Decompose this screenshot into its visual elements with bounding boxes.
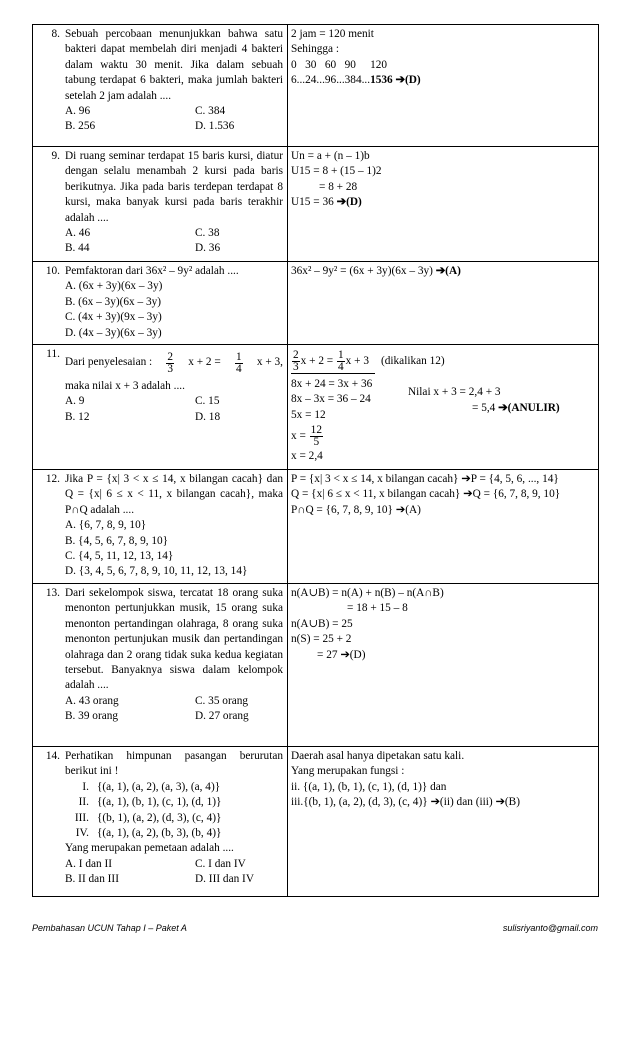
question-number: 9. <box>51 150 60 162</box>
set-label: I. <box>82 780 89 793</box>
answer-cell <box>288 746 599 896</box>
option-b: B. 256 <box>65 120 96 133</box>
set-value: {(a, 1), (b, 1), (c, 1), (d, 1)} <box>97 796 222 809</box>
option-d: D. (4x – 3y)(6x – 3y) <box>65 326 162 339</box>
set-value: {(b, 1), (a, 2), (d, 3), (c, 4)} <box>97 811 222 824</box>
set-label: III. <box>74 811 89 824</box>
question-number: 12. <box>45 473 60 486</box>
answer-line <box>291 347 594 377</box>
answer-result: 1536 <box>370 74 396 87</box>
question-text: Dari sekelompok siswa, tercatat 18 orang suka menonton pertunjukkan musik, 15 orang suka menonton pertandingan olahraga, 8 orang suka menonton pertunjukan musik dan pertandingan olahraga dan 2 orang tidak suka kedua kegiatan tersebut. Banyaknya siswa dalam kelompok adalah .... <box>65 586 283 692</box>
answer-cell <box>288 345 599 470</box>
question-number: 14. <box>45 749 60 762</box>
answer-line: Q = {x| 6 ≤ x < 11, x bilangan cacah} ➔Q = {6, 7, 8, 9, 10} <box>291 488 561 501</box>
footer-title: Pembahasan UCUN Tahap I – Paket A <box>32 923 187 933</box>
answer-line: n(A∪B) = n(A) + n(B) – n(A∩B) <box>291 586 444 599</box>
option-d: D. 27 orang <box>195 710 249 723</box>
options <box>65 857 283 888</box>
answer-cell <box>288 147 599 262</box>
option-b: B. {4, 5, 6, 7, 8, 9, 10} <box>65 534 169 547</box>
solution-table <box>32 24 599 897</box>
question-row-8 <box>33 25 599 147</box>
options <box>65 694 283 725</box>
answer-key: ➔(ANULIR) <box>498 402 560 415</box>
numerator: 1 <box>338 349 344 362</box>
option-a: A. 43 orang <box>65 694 119 707</box>
fraction <box>337 350 345 373</box>
answer-line: U15 = 8 + (15 – 1)2 <box>291 165 382 178</box>
answer-key: ➔(D) <box>395 74 421 87</box>
fraction <box>235 352 243 375</box>
answer-line: 6...24...96...384... <box>291 74 371 87</box>
option-d: D. 1.536 <box>195 120 235 133</box>
answer-line: iii.{(b, 1), (a, 2), (d, 3), (c, 4)} ➔(ii) dan (iii) ➔(B) <box>291 796 520 809</box>
options <box>65 226 283 257</box>
answer-line: U15 = 36 <box>291 196 337 209</box>
question-row-10 <box>33 262 599 345</box>
answer-line: P∩Q = {6, 7, 8, 9, 10} ➔(A) <box>291 503 421 516</box>
question-row-12 <box>33 470 599 584</box>
denominator: 3 <box>167 362 174 375</box>
set-value: {(a, 1), (a, 2), (a, 3), (a, 4)} <box>97 780 221 793</box>
set-label: IV. <box>75 826 89 839</box>
numerator: 2 <box>293 349 299 362</box>
option-a: A. I dan II <box>65 857 113 870</box>
numerator: 1 <box>235 350 242 363</box>
question-text-part: Dari penyelesaian : <box>65 356 153 369</box>
nilai-line <box>472 401 560 416</box>
answer-line: Sehingga : <box>291 43 340 56</box>
option-d: D. {3, 4, 5, 6, 7, 8, 9, 10, 11, 12, 13, 14} <box>65 565 248 578</box>
option-b: B. 39 orang <box>65 710 119 723</box>
option-b: B. 44 <box>65 242 90 255</box>
question-cell <box>33 147 288 262</box>
answer-part: x + 2 = <box>300 354 334 367</box>
question-text <box>65 347 283 379</box>
answer-line: n(A∪B) = 25 <box>291 617 353 630</box>
answer-line: 8x + 24 = 3x + 36 <box>291 378 373 391</box>
answer-line: 0 30 60 90 120 <box>291 58 388 71</box>
options <box>65 104 283 135</box>
answer-line: Un = a + (n – 1)b <box>291 150 370 162</box>
nilai-line: Nilai x + 3 = 2,4 + 3 <box>408 386 501 399</box>
answer-note: (dikalikan 12) <box>380 355 445 368</box>
option-c: C. 35 orang <box>195 694 249 707</box>
answer-line: 2 jam = 120 menit <box>291 28 374 40</box>
question-text-part: x + 3, <box>256 356 283 369</box>
page-footer <box>32 923 598 933</box>
set-label: II. <box>78 796 89 809</box>
option-c: C. 384 <box>195 105 226 118</box>
question-text: Yang merupakan pemetaan adalah .... <box>65 842 234 855</box>
numerator: 2 <box>167 350 174 363</box>
option-d: D. III dan IV <box>195 873 254 886</box>
question-number: 11. <box>46 348 60 361</box>
option-c: C. 15 <box>195 395 220 408</box>
question-text: Jika P = {x| 3 < x ≤ 14, x bilangan cacah} dan Q = {x| 6 ≤ x < 11, x bilangan cacah}, maka P∩Q adalah .... <box>65 473 283 516</box>
answer-part: x + 3 <box>345 354 369 367</box>
question-number: 13. <box>45 586 60 599</box>
question-row-13 <box>33 583 599 746</box>
footer-email: sulisriyanto@gmail.com <box>502 923 598 933</box>
option-c: C. 38 <box>195 227 220 240</box>
option-b: B. II dan III <box>65 873 119 886</box>
question-cell <box>33 583 288 746</box>
option-a: A. (6x + 3y)(6x – 3y) <box>65 280 163 293</box>
option-d: D. 18 <box>195 410 221 423</box>
answer-line: P = {x| 3 < x ≤ 14, x bilangan cacah} ➔P = {4, 5, 6, ..., 14} <box>291 473 559 486</box>
denominator: 3 <box>293 361 299 374</box>
denominator: 4 <box>338 361 344 374</box>
option-b: B. 12 <box>65 410 90 423</box>
answer-line: x = 2,4 <box>291 450 323 463</box>
question-cell <box>33 262 288 345</box>
question-row-9 <box>33 147 599 262</box>
question-row-11 <box>33 345 599 470</box>
answer-line: n(S) = 25 + 2 <box>291 633 352 646</box>
option-a: A. {6, 7, 8, 9, 10} <box>65 519 147 532</box>
question-text: maka nilai x + 3 adalah .... <box>65 380 185 393</box>
option-c: C. {4, 5, 11, 12, 13, 14} <box>65 550 174 563</box>
answer-line: ii. {(a, 1), (b, 1), (c, 1), (d, 1)} dan <box>291 780 447 793</box>
answer-line: = 18 + 15 – 8 <box>347 602 408 615</box>
denominator: 5 <box>313 435 320 448</box>
question-text: Perhatikan himpunan pasangan berurutan berikut ini ! <box>65 749 283 778</box>
question-cell <box>33 25 288 147</box>
answer-part: x = <box>291 429 306 442</box>
option-d: D. 36 <box>195 242 221 255</box>
answer-line: 8x – 3x = 36 – 24 <box>291 393 371 406</box>
question-number: 10. <box>45 265 60 277</box>
denominator: 4 <box>235 362 242 375</box>
option-a: A. 46 <box>65 227 91 240</box>
answer-cell <box>288 583 599 746</box>
set-list <box>65 780 283 842</box>
answer-line: 36x² – 9y² = (6x + 3y)(6x – 3y) <box>291 265 436 277</box>
answer-cell <box>288 25 599 147</box>
answer-line: Daerah asal hanya dipetakan satu kali. <box>291 749 465 762</box>
option-c: C. I dan IV <box>195 857 246 870</box>
question-number: 8. <box>51 28 60 40</box>
answer-line <box>291 423 594 449</box>
question-cell <box>33 470 288 584</box>
option-a: A. 9 <box>65 395 85 408</box>
question-text: Sebuah percobaan menunjukkan bahwa satu bakteri dapat membelah diri menjadi 4 bakteri dalam waktu 30 menit. Jika dalam sebuah tabung terdapat 6 bakteri, maka jumlah bakteri setelah 2 jam adalah .... <box>65 28 283 102</box>
answer-line: Yang merupakan fungsi : <box>291 765 405 778</box>
question-text: Pemfaktoran dari 36x² – 9y² adalah .... <box>65 265 239 277</box>
question-cell <box>33 345 288 470</box>
nilai-value: = 5,4 <box>472 402 499 415</box>
fraction <box>310 425 323 448</box>
question-row-14 <box>33 746 599 896</box>
answer-line: 5x = 12 <box>291 408 326 421</box>
question-cell <box>33 746 288 896</box>
option-c: C. (4x + 3y)(9x – 3y) <box>65 311 162 324</box>
fraction <box>292 350 300 373</box>
answer-key: ➔(A) <box>435 265 461 277</box>
numerator: 12 <box>310 423 322 436</box>
fraction <box>166 352 174 375</box>
answer-cell <box>288 262 599 345</box>
answer-line: = 27 ➔(D) <box>317 648 366 661</box>
question-text: Di ruang seminar terdapat 15 baris kursi, diatur dengan selalu menambah 2 kursi pada baris berikutnya. Jika pada baris terdepan terdapat 8 kursi, maka banyak kursi pada baris terakhir adalah .... <box>65 150 283 224</box>
answer-key: ➔(D) <box>336 196 362 209</box>
option-a: A. 96 <box>65 105 91 118</box>
answer-cell <box>288 470 599 584</box>
answer-line: = 8 + 28 <box>319 180 358 193</box>
options <box>65 394 283 425</box>
set-value: {(a, 1), (a, 2), (b, 3), (b, 4)} <box>97 826 222 839</box>
question-text-part: x + 2 = <box>188 356 221 369</box>
option-b: B. (6x – 3y)(6x – 3y) <box>65 295 162 308</box>
